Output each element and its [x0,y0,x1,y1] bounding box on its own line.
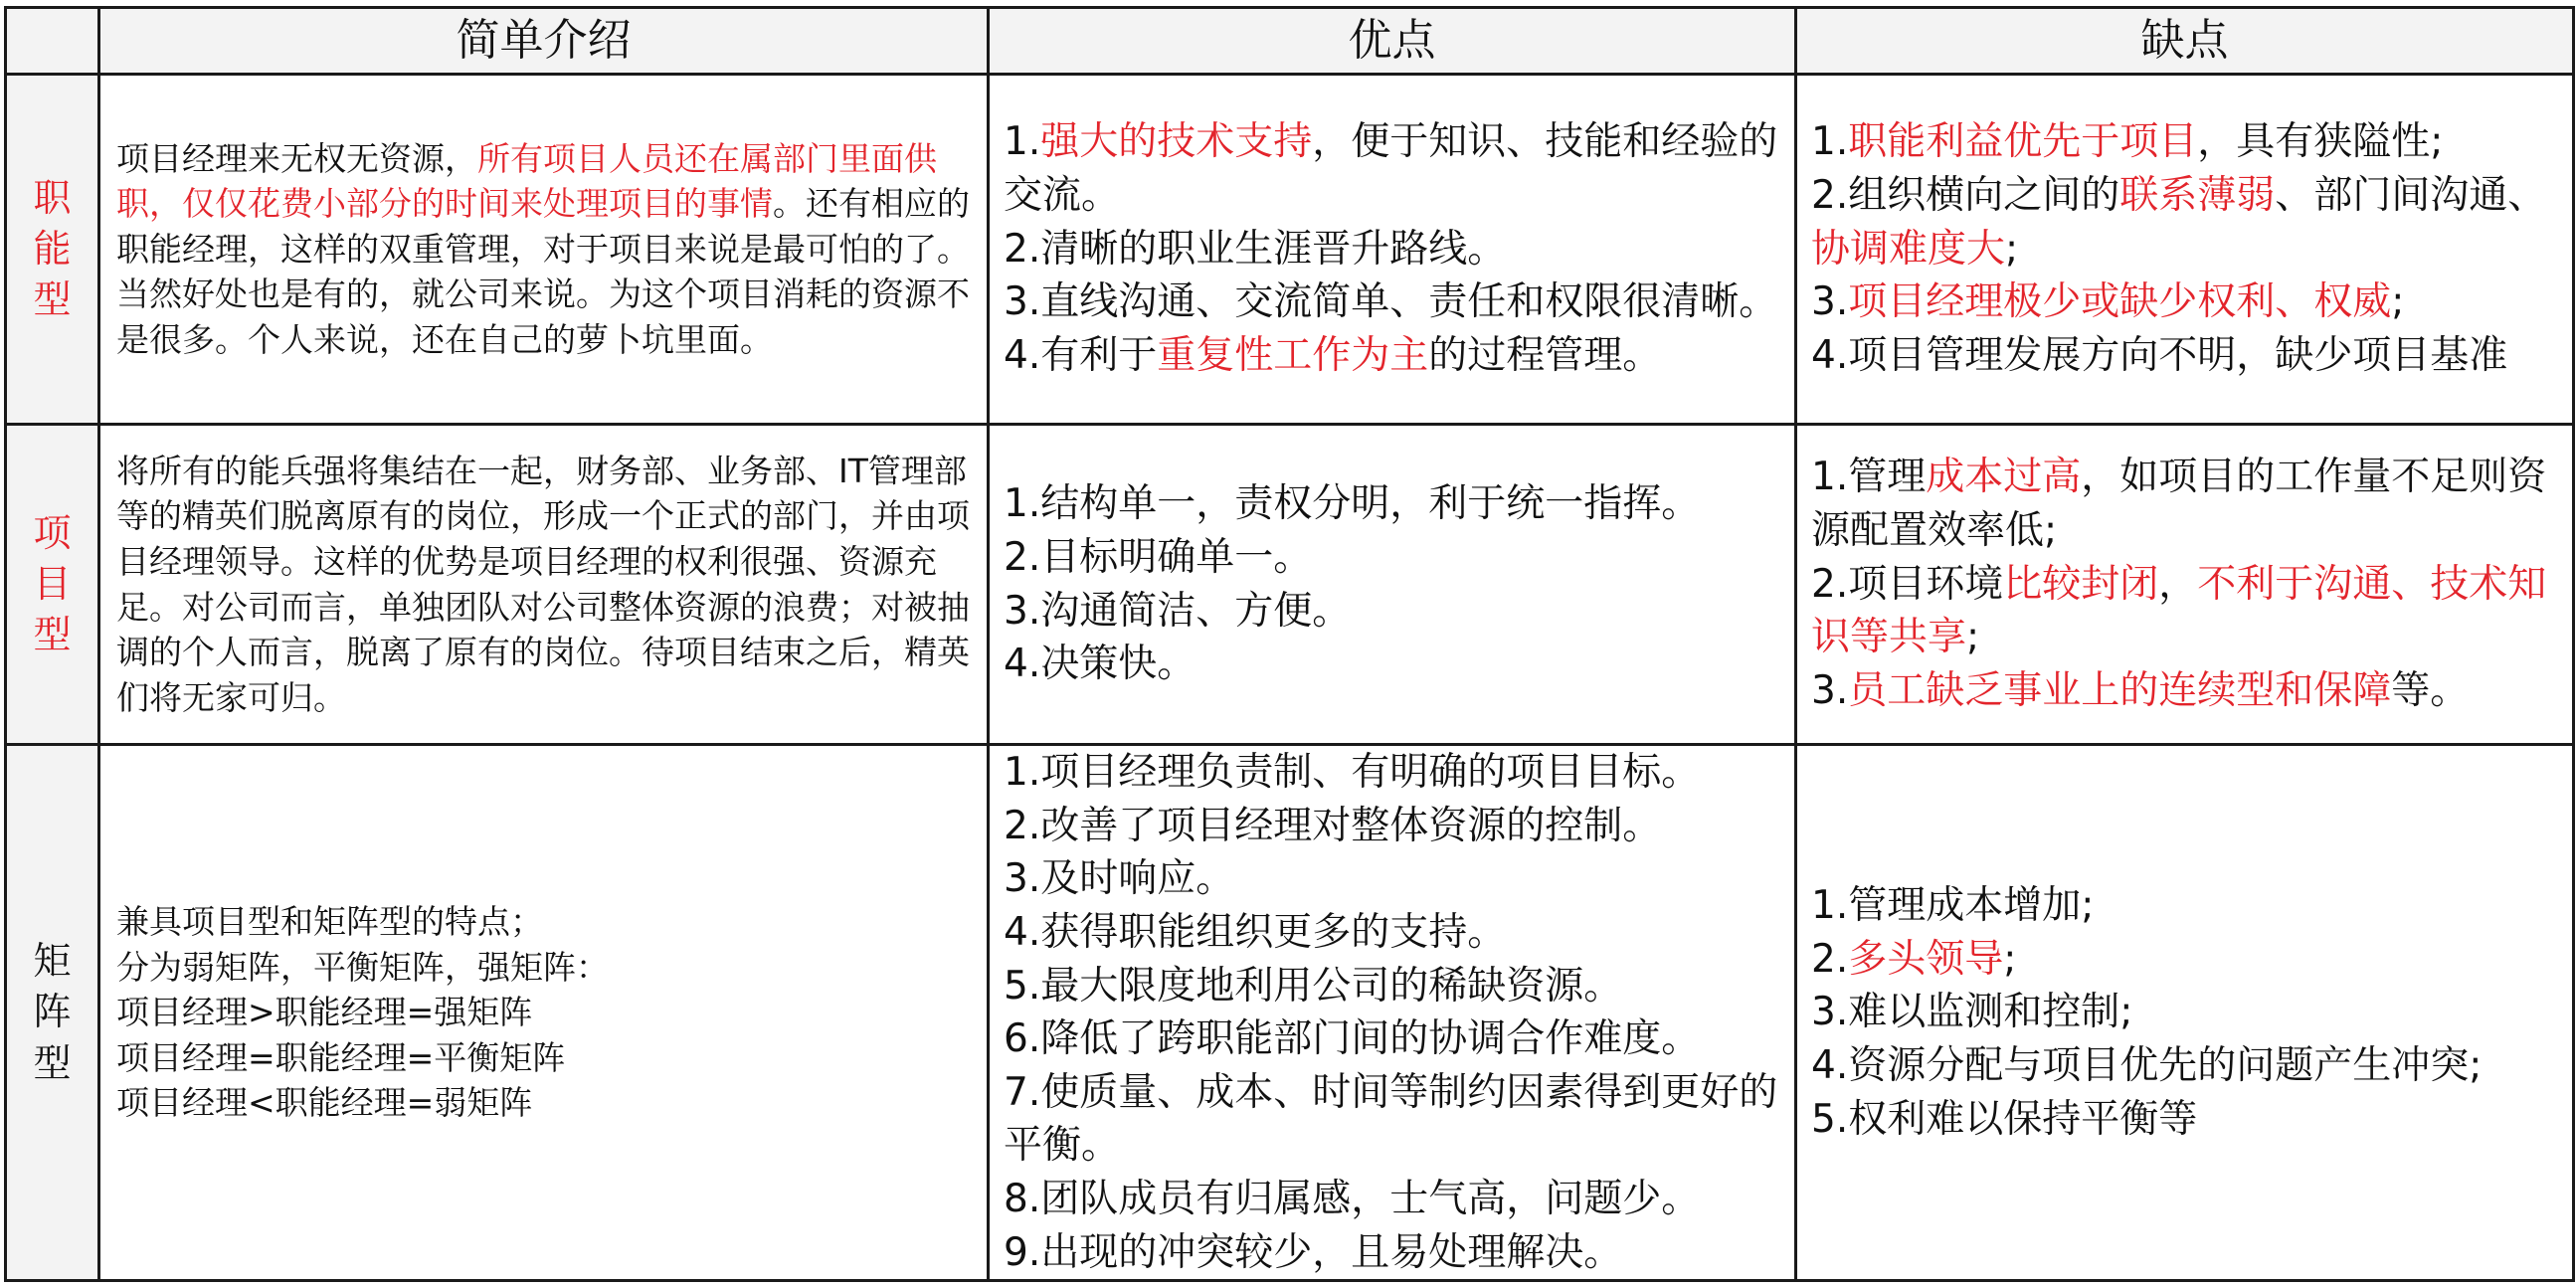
text-segment: 4.项目管理发展方向不明，缺少项目基准 [1811,332,2508,378]
pros-matrix [989,745,1796,1281]
intro-line: 项目经理=职能经理=平衡矩阵 [116,1037,566,1077]
text-segment: 5.权利难以保持平衡等 [1811,1096,2198,1142]
text-segment: 2.项目环境 [1811,561,2004,607]
row-label-functional: 职能型 [6,75,99,425]
header-cons: 缺点 [1796,8,2574,75]
highlighted-text: 所有项目人员还在属部门里面供职，仅仅花费小部分的时间来处理项目的事情 [116,138,937,224]
header-pros: 优点 [989,8,1796,75]
text-segment: ，便于知识、技能和经验的交流。 [1004,119,1778,219]
text-segment: 1. [1811,119,1849,165]
intro-projectized [99,425,989,745]
list-item [1004,276,1786,329]
text-segment: 的过程管理。 [1428,332,1662,378]
highlighted-text: 不利于沟通、技术知识等共享 [1811,561,2547,660]
intro-line: 项目经理>职能经理=强矩阵 [116,993,533,1032]
row-projectized [6,425,2574,745]
list-item [1004,1012,1786,1066]
list-item [1811,933,2564,987]
row-matrix [6,745,2574,1281]
list-item [1004,223,1786,276]
text-segment: 6.降低了跨职能部门间的协调合作难度。 [1004,1016,1701,1062]
comparison-sheet [4,6,2572,1281]
list-item [1004,800,1786,853]
list-item [1811,664,2564,718]
text-segment: 1. [1004,119,1041,165]
text-segment: 1.结构单一，责权分明，利于统一指挥。 [1004,481,1701,527]
list-item [1004,477,1786,531]
highlighted-text: 协调难度大 [1811,226,2006,272]
text-segment: 2. [1811,936,1849,982]
row-functional [6,75,2574,425]
highlighted-text: 职能利益优先于项目 [1848,119,2198,165]
cons-matrix [1796,745,2574,1281]
text-segment: 3. [1811,279,1849,325]
text-segment: 1.管理成本增加; [1811,883,2095,929]
text-segment: 项目经理来无权无资源， [116,138,477,178]
list-item [1004,115,1786,222]
org-structure-table [4,6,2575,1282]
header-intro: 简单介绍 [99,8,989,75]
text-segment: 1.管理 [1811,455,1927,500]
text-segment: ， [2158,561,2198,607]
list-item [1004,746,1786,800]
text-segment: 2.改善了项目经理对整体资源的控制。 [1004,803,1662,848]
intro-line: 兼具项目型和矩阵型的特点； [116,902,543,942]
text-segment: 将所有的能兵强将集结在一起，财务部、业务部、IT管理部等的精英们脱离原有的岗位，形成一个正式的部门，并由项目经理领导。这样的优势是项目经理的权利很强、资源充足。对公司而言，单独团队对公司整体资源的浪费；对被抽调的个人而言，脱离了原有的岗位。待项目结束之后，精英们将无家可归。 [116,451,970,717]
highlighted-text: 员工缺乏事业上的连续型和保障 [1848,667,2392,713]
list-item [1004,1173,1786,1226]
text-segment: 4.获得职能组织更多的支持。 [1004,909,1507,955]
list-item [1004,906,1786,960]
text-segment: 2.组织横向之间的 [1811,173,2120,219]
highlighted-text: 项目经理极少或缺少权利、权威 [1848,279,2392,325]
list-item [1811,1093,2564,1147]
text-segment: ; [2003,936,2017,982]
text-segment: 。还有相应的职能经理，这样的双重管理，对于项目来说是最可怕的了。当然好处也是有的，就公司来说。为这个项目消耗的资源不是很多。个人来说，还在自己的萝卜坑里面。 [116,184,970,359]
intro-functional [99,75,989,425]
highlighted-text: 重复性工作为主 [1157,332,1429,378]
text-segment: ; [2005,226,2019,272]
pros-functional [989,75,1796,425]
text-segment: 3.沟通简洁、方便。 [1004,588,1352,634]
text-segment: 2.清晰的职业生涯晋升路线。 [1004,226,1507,272]
text-segment: ; [2391,279,2405,325]
row-label-projectized: 项目型 [6,425,99,745]
list-item [1811,169,2564,276]
list-item [1811,558,2564,664]
list-item [1004,1226,1786,1280]
list-item [1004,1066,1786,1173]
intro-line: 分为弱矩阵，平衡矩阵，强矩阵： [116,947,609,987]
text-segment: 7.使质量、成本、时间等制约因素得到更好的平衡。 [1004,1069,1778,1169]
pros-projectized [989,425,1796,745]
list-item [1004,531,1786,585]
text-segment: 4.有利于 [1004,332,1158,378]
text-segment: 5.最大限度地利用公司的稀缺资源。 [1004,963,1623,1009]
highlighted-text: 成本过高 [1926,455,2082,500]
intro-line: 项目经理<职能经理=弱矩阵 [116,1083,533,1123]
cons-projectized [1796,425,2574,745]
text-segment: 3.难以监测和控制; [1811,990,2133,1035]
list-item [1004,960,1786,1013]
list-item [1811,115,2564,169]
highlighted-text: 比较封闭 [2003,561,2159,607]
cons-functional [1796,75,2574,425]
text-segment: 4.资源分配与项目优先的问题产生冲突; [1811,1042,2483,1088]
text-segment: 9.出现的冲突较少，且易处理解决。 [1004,1229,1623,1275]
row-label-matrix: 矩阵型 [6,745,99,1281]
list-item [1811,276,2564,329]
text-segment: 等。 [2391,667,2470,713]
text-segment: 、部门间沟通、 [2275,173,2547,219]
text-segment: ，具有狭隘性; [2197,119,2444,165]
corner-cell [6,8,99,75]
list-item [1004,852,1786,906]
text-segment: 2.目标明确单一。 [1004,534,1313,580]
list-item [1004,638,1786,691]
highlighted-text: 联系薄弱 [2119,173,2276,219]
highlighted-text: 强大的技术支持 [1040,119,1313,165]
list-item [1811,451,2564,557]
list-item [1811,1039,2564,1093]
text-segment: 4.决策快。 [1004,642,1196,687]
text-segment: ; [1966,615,1980,660]
list-item [1004,585,1786,639]
header-row [6,8,2574,75]
list-item [1811,329,2564,383]
list-item [1811,879,2564,933]
list-item [1004,329,1786,383]
text-segment: 3.直线沟通、交流简单、责任和权限很清晰。 [1004,279,1778,325]
text-segment: 3.及时响应。 [1004,856,1235,902]
text-segment: 3. [1811,667,1849,713]
text-segment: 8.团队成员有归属感，士气高，问题少。 [1004,1177,1701,1221]
list-item [1811,986,2564,1039]
text-segment: 1.项目经理负责制、有明确的项目目标。 [1004,750,1701,795]
intro-matrix [99,745,989,1281]
highlighted-text: 多头领导 [1848,936,2004,982]
text-segment: ，如项目的工作量不足则资源配置效率低; [1811,455,2547,554]
